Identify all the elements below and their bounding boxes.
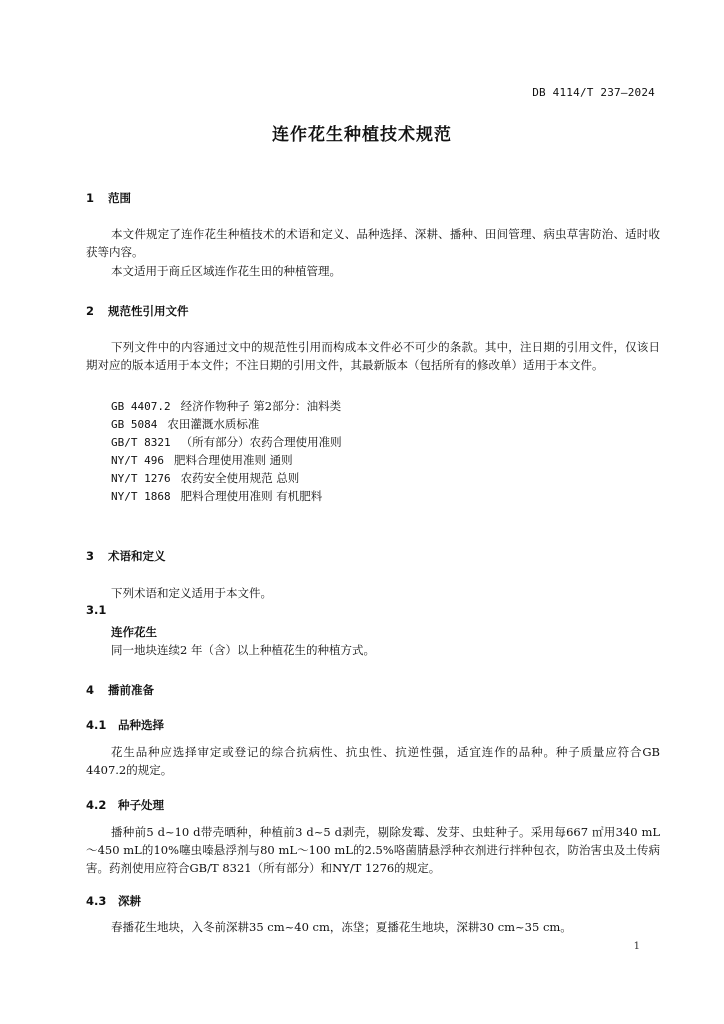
subsection-number: 4.3	[86, 894, 107, 908]
reference-code: GB 5084	[111, 418, 158, 431]
subsection-4-3-heading	[86, 893, 141, 909]
reference-item	[111, 434, 342, 450]
deep-plowing-paragraph: 春播花生地块，入冬前深耕35 cm~40 cm，冻垡；夏播花生地块，深耕30 cm~35 cm。	[111, 920, 572, 934]
reference-name: 肥料合理使用准则 有机肥料	[180, 489, 323, 503]
references-intro: 下列文件中的内容通过文中的规范性引用而构成本文件必不可少的条款。其中，注日期的引用文件，仅该日期对应的版本适用于本文件；不注日期的引用文件，其最新版本（包括所有的修改单）适用于本文件。	[86, 340, 660, 372]
subsection-title: 种子处理	[118, 798, 164, 812]
subsection-number: 4.1	[86, 718, 107, 732]
reference-item	[111, 398, 341, 414]
scope-paragraph-1: 本文件规定了连作花生种植技术的术语和定义、品种选择、深耕、播种、田间管理、病虫草害防治、适时收获等内容。	[86, 227, 660, 259]
section-4-heading	[86, 682, 154, 698]
reference-code: NY/T 1276	[111, 472, 171, 485]
page-number: 1	[633, 941, 640, 952]
term-number: 3.1	[86, 603, 107, 617]
section-number: 3	[86, 549, 95, 563]
reference-item	[111, 452, 293, 468]
section-3-heading	[86, 548, 166, 564]
section-number: 1	[86, 191, 95, 205]
subsection-4-1-heading	[86, 717, 164, 733]
variety-selection-paragraph: 花生品种应选择审定或登记的综合抗病性、抗虫性、抗逆性强，适宜连作的品种。种子质量应符合GB 4407.2的规定。	[86, 745, 660, 777]
subsection-title: 深耕	[118, 894, 141, 908]
reference-name: 农田灌溉水质标准	[167, 417, 260, 431]
term-name: 连作花生	[111, 625, 157, 639]
section-number: 2	[86, 304, 95, 318]
subsection-4-2-heading	[86, 797, 164, 813]
reference-name: 肥料合理使用准则 通则	[173, 453, 293, 467]
section-title: 术语和定义	[108, 549, 166, 563]
term-definition: 同一地块连续2 年（含）以上种植花生的种植方式。	[111, 643, 375, 657]
subsection-title: 品种选择	[118, 718, 164, 732]
reference-code: GB/T 8321	[111, 436, 171, 449]
subsection-number: 4.2	[86, 798, 107, 812]
section-title: 播前准备	[108, 683, 154, 697]
section-1-heading	[86, 190, 131, 206]
seed-treatment-paragraph: 播种前5 d~10 d带壳晒种，种植前3 d~5 d剥壳，剔除发霉、发芽、虫蛀种子。采用每667 ㎡用340 mL～450 mL的10%噻虫嗪悬浮剂与80 mL～100 mL的2.5%咯菌腈悬浮种衣剂进行拌种包衣，防治害虫及土传病害。药剂使用应符合GB/T 8321（所有部分）和NY/T 1276的规定。	[86, 825, 660, 875]
reference-code: NY/T 496	[111, 454, 164, 467]
reference-name: 农药安全使用规范 总则	[180, 471, 300, 485]
section-title: 范围	[108, 191, 131, 205]
terms-intro: 下列术语和定义适用于本文件。	[111, 586, 272, 600]
reference-code: NY/T 1868	[111, 490, 171, 503]
section-2-heading	[86, 303, 189, 319]
reference-name: （所有部分）农药合理使用准则	[180, 435, 342, 449]
reference-item	[111, 416, 259, 432]
reference-code: GB 4407.2	[111, 400, 171, 413]
reference-item	[111, 488, 322, 504]
document-title: 连作花生种植技术规范	[272, 125, 452, 145]
section-number: 4	[86, 683, 95, 697]
scope-paragraph-2: 本文适用于商丘区域连作花生田的种植管理。	[111, 264, 341, 278]
reference-name: 经济作物种子 第2部分：油料类	[180, 399, 342, 413]
section-title: 规范性引用文件	[108, 304, 189, 318]
reference-item	[111, 470, 299, 486]
standard-number: DB 4114/T 237—2024	[532, 86, 655, 99]
